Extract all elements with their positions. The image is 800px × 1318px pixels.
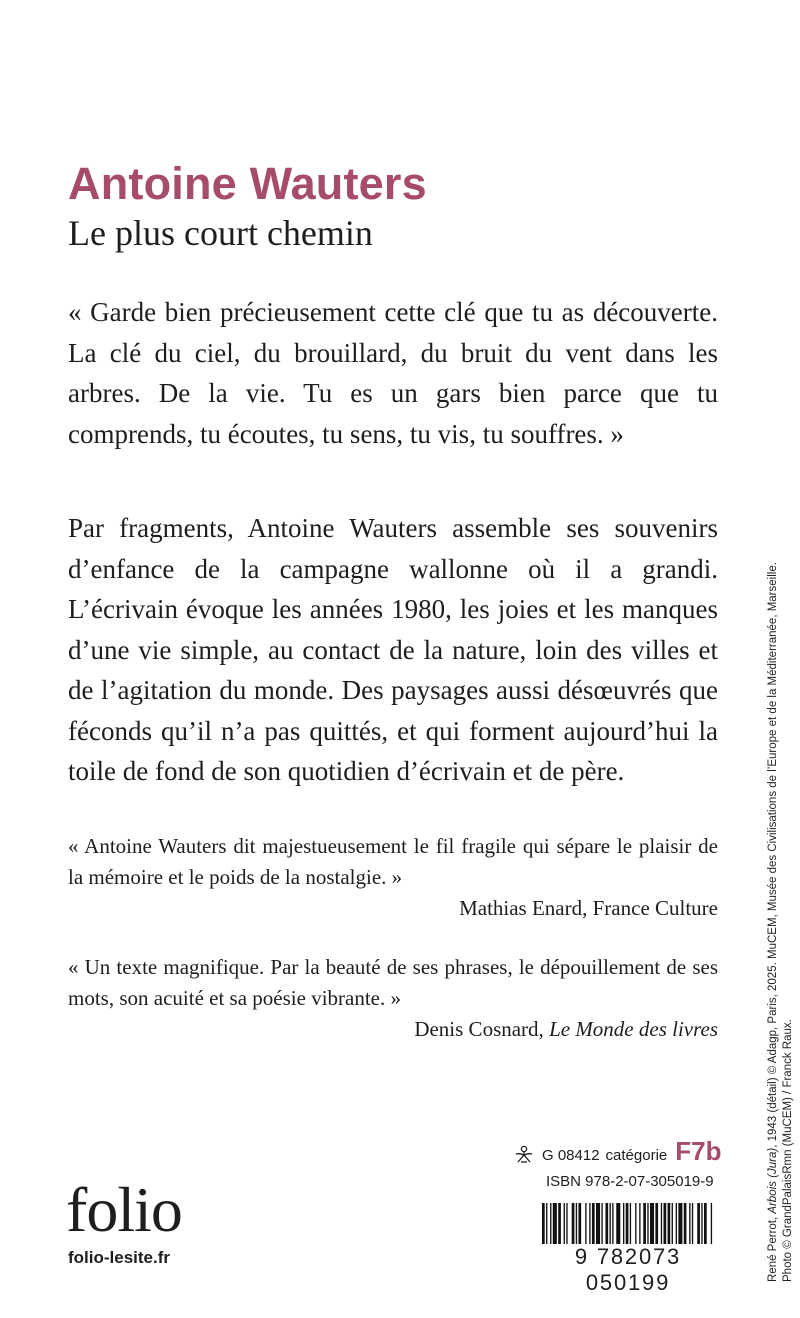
price-category: F7b	[675, 1136, 722, 1166]
image-credits	[766, 502, 796, 1282]
epigraph-quote: « Garde bien précieusement cette clé que tu as découverte. La clé du ciel, du brouillard, du bruit du vent dans les arbres. De la vie. Tu es un gars bien parce que tu comprends, tu écoutes, tu sens, tu vis, tu souffres. »	[68, 297, 718, 449]
book-summary: Par fragments, Antoine Wauters assemble ses souvenirs d’enfance de la campagne wallonne où il a grandi. L’écrivain évoque les années 1980, les joies et les manques d’une vie simple, au contact de la nature, loin des villes et de l’agitation du monde. Des paysages aussi désœuvrés que féconds qu’il n’a pas quittés, et qui forment aujourd’hui la toile de fond de son quotidien d’écrivain et de père.	[68, 513, 718, 786]
credits-line-2: Photo © GrandPalaisRmn (MuCEM) / Franck Raux.	[782, 1019, 794, 1282]
review-author: Denis Cosnard,	[414, 1017, 550, 1041]
catalog-code: G 08412	[542, 1147, 600, 1164]
publisher-website: folio-lesite.fr	[68, 1248, 171, 1267]
review-attribution	[68, 1014, 718, 1045]
review-source: Le Monde des livres	[549, 1017, 718, 1041]
isbn: ISBN 978-2-07-305019-9	[546, 1173, 714, 1190]
category-label: catégorie	[605, 1147, 668, 1164]
folio-emblem-icon	[514, 1145, 534, 1163]
barcode-number: 9 782073 050199	[536, 1244, 720, 1296]
press-review	[68, 952, 718, 1045]
catalog-info	[514, 1136, 722, 1167]
credits-line-1: René Perrot, Arbois (Jura), 1943 (détail) © Adagp, Paris, 2025. MuCEM, Musée des Civilisations de l’Europe et de la Méditerranée, Marseille.	[767, 562, 779, 1282]
review-text: « Antoine Wauters dit majestueusement le fil fragile qui sépare le plaisir de la mémoire et le poids de la nostalgie. »	[68, 834, 718, 889]
book-title: Le plus court chemin	[68, 213, 373, 253]
review-attribution: Mathias Enard, France Culture	[459, 896, 718, 920]
publisher-logo: folio	[66, 1174, 182, 1245]
review-text: « Un texte magnifique. Par la beauté de ses phrases, le dépouillement de ses mots, son acuité et sa poésie vibrante. »	[68, 955, 718, 1010]
author-name: Antoine Wauters	[68, 158, 427, 209]
press-review	[68, 831, 718, 924]
